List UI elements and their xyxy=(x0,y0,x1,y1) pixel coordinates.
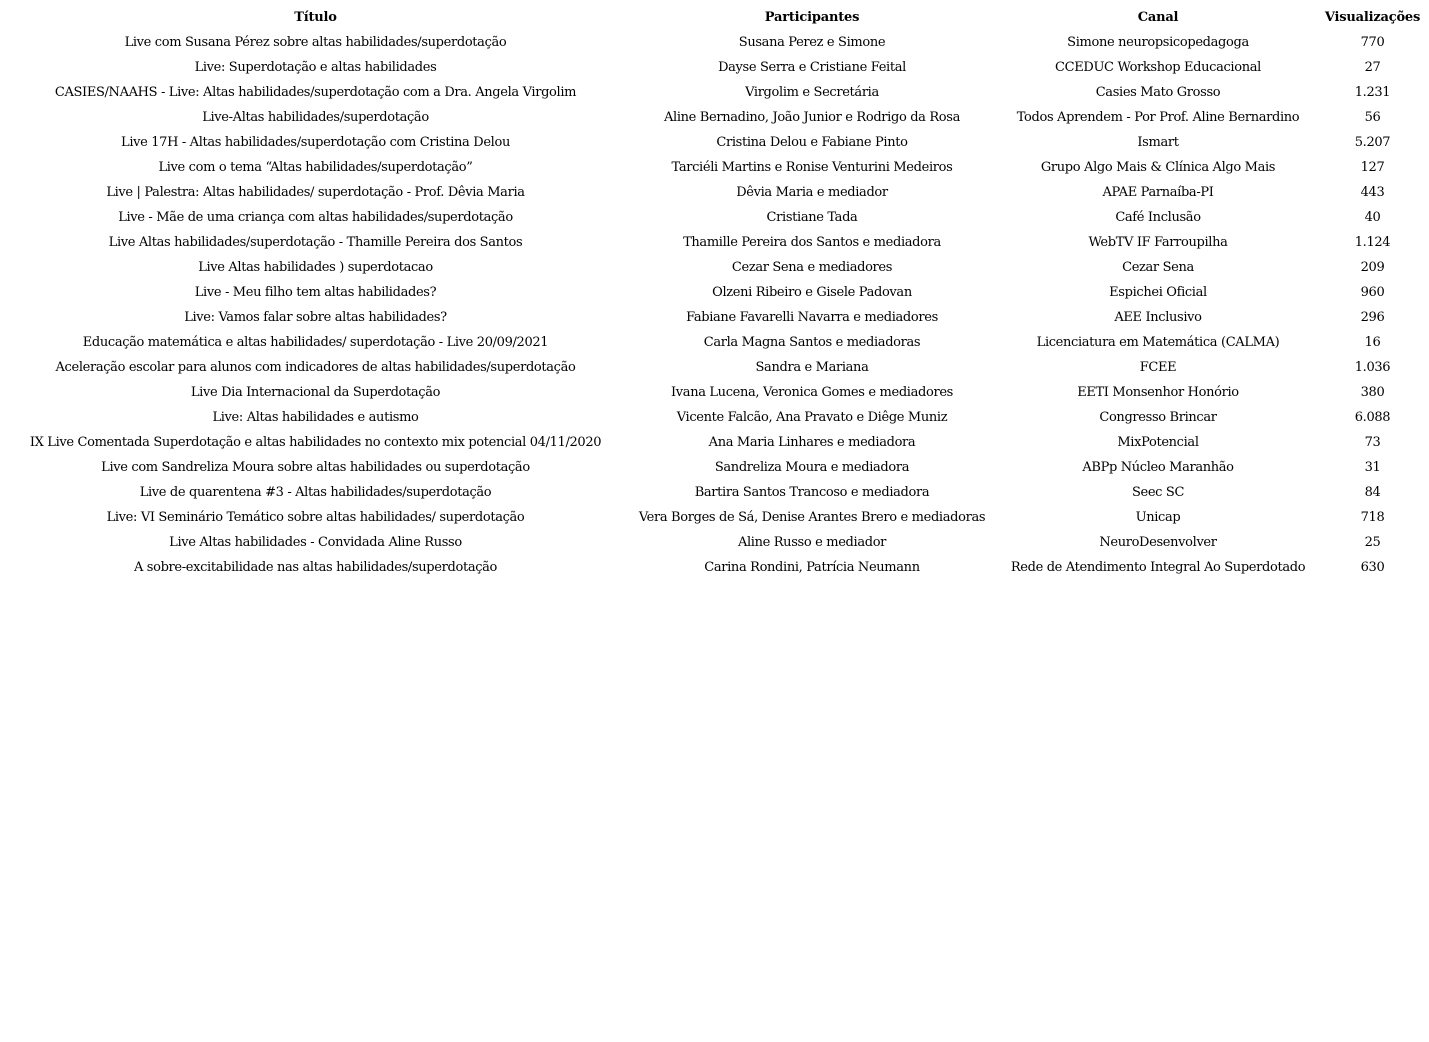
header-participants: Participantes xyxy=(764,10,860,25)
table-row xyxy=(4,405,1426,430)
cell-views: 380 xyxy=(1360,385,1385,400)
header-views: Visualizações xyxy=(1324,10,1421,25)
table-row xyxy=(4,105,1426,130)
cell-title: Live Dia Internacional da Superdotação xyxy=(190,385,441,400)
cell-channel: Casies Mato Grosso xyxy=(1095,85,1221,100)
cell-channel: Unicap xyxy=(1135,510,1181,525)
cell-title: Live - Mãe de uma criança com altas habilidades/superdotação xyxy=(118,210,513,225)
cell-views: 443 xyxy=(1360,185,1385,200)
cell-views: 718 xyxy=(1360,510,1385,525)
table-header-row xyxy=(4,5,1426,30)
table-row xyxy=(4,380,1426,405)
cell-title: Live com Susana Pérez sobre altas habilidades/superdotação xyxy=(124,35,507,50)
cell-participants: Fabiane Favarelli Navarra e mediadores xyxy=(686,310,938,325)
table-row xyxy=(4,205,1426,230)
cell-views: 27 xyxy=(1364,60,1381,75)
cell-title: Live: VI Seminário Temático sobre altas habilidades/ superdotação xyxy=(106,510,525,525)
cell-participants: Sandra e Mariana xyxy=(755,360,869,375)
cell-channel: Licenciatura em Matemática (CALMA) xyxy=(1036,335,1280,350)
cell-views: 6.088 xyxy=(1354,410,1391,425)
table-row xyxy=(4,505,1426,530)
cell-participants: Dêvia Maria e mediador xyxy=(736,185,888,200)
cell-channel: Grupo Algo Mais & Clínica Algo Mais xyxy=(1040,160,1276,175)
table-row xyxy=(4,155,1426,180)
cell-title: Live com o tema “Altas habilidades/superdotação” xyxy=(158,160,473,175)
cell-views: 16 xyxy=(1364,335,1381,350)
table-row xyxy=(4,180,1426,205)
cell-title: A sobre-excitabilidade nas altas habilidades/superdotação xyxy=(133,560,498,575)
cell-views: 40 xyxy=(1364,210,1381,225)
table-row xyxy=(4,330,1426,355)
cell-participants: Sandreliza Moura e mediadora xyxy=(714,460,910,475)
cell-views: 960 xyxy=(1360,285,1385,300)
table-row xyxy=(4,230,1426,255)
cell-views: 5.207 xyxy=(1354,135,1391,150)
cell-channel: Café Inclusão xyxy=(1115,210,1201,225)
cell-channel: Cezar Sena xyxy=(1122,260,1194,275)
cell-channel: Congresso Brincar xyxy=(1099,410,1217,425)
cell-channel: AEE Inclusivo xyxy=(1114,310,1202,325)
table-row xyxy=(4,430,1426,455)
cell-views: 127 xyxy=(1360,160,1385,175)
cell-channel: Espichei Oficial xyxy=(1109,285,1207,300)
cell-title: Live 17H - Altas habilidades/superdotação com Cristina Delou xyxy=(121,135,510,150)
cell-title: IX Live Comentada Superdotação e altas habilidades no contexto mix potencial 04/11/2020 xyxy=(29,435,602,450)
cell-participants: Carina Rondini, Patrícia Neumann xyxy=(704,560,920,575)
cell-views: 770 xyxy=(1360,35,1385,50)
table-row xyxy=(4,355,1426,380)
cell-channel: NeuroDesenvolver xyxy=(1099,535,1217,550)
table-row xyxy=(4,455,1426,480)
cell-participants: Tarciéli Martins e Ronise Venturini Medeiros xyxy=(671,160,953,175)
cell-participants: Ivana Lucena, Veronica Gomes e mediadores xyxy=(671,385,953,400)
cell-views: 1.036 xyxy=(1354,360,1391,375)
table-row xyxy=(4,305,1426,330)
cell-views: 209 xyxy=(1360,260,1385,275)
cell-channel: Rede de Atendimento Integral Ao Superdotado xyxy=(1010,560,1306,575)
table-row xyxy=(4,530,1426,555)
cell-participants: Aline Bernadino, João Junior e Rodrigo da Rosa xyxy=(663,110,961,125)
cell-channel: WebTV IF Farroupilha xyxy=(1088,235,1228,250)
cell-participants: Virgolim e Secretária xyxy=(745,85,879,100)
table-row xyxy=(4,130,1426,155)
cell-channel: CCEDUC Workshop Educacional xyxy=(1055,60,1261,75)
cell-title: Live: Vamos falar sobre altas habilidades? xyxy=(184,310,447,325)
cell-title: Aceleração escolar para alunos com indicadores de altas habilidades/superdotação xyxy=(55,360,576,375)
cell-views: 1.231 xyxy=(1354,85,1391,100)
table-row xyxy=(4,480,1426,505)
cell-title: Live de quarentena #3 - Altas habilidades/superdotação xyxy=(139,485,492,500)
table-body xyxy=(4,30,1426,580)
header-channel: Canal xyxy=(1137,10,1179,25)
cell-participants: Cristina Delou e Fabiane Pinto xyxy=(716,135,908,150)
cell-title: Live-Altas habilidades/superdotação xyxy=(202,110,429,125)
cell-title: Live com Sandreliza Moura sobre altas habilidades ou superdotação xyxy=(101,460,530,475)
cell-channel: Seec SC xyxy=(1131,485,1185,500)
cell-participants: Cezar Sena e mediadores xyxy=(731,260,893,275)
cell-views: 73 xyxy=(1364,435,1381,450)
cell-participants: Dayse Serra e Cristiane Feital xyxy=(718,60,906,75)
table-row xyxy=(4,255,1426,280)
cell-participants: Ana Maria Linhares e mediadora xyxy=(708,435,916,450)
cell-views: 25 xyxy=(1364,535,1381,550)
cell-channel: Ismart xyxy=(1137,135,1179,150)
header-title: Título xyxy=(294,10,337,25)
cell-title: Live - Meu filho tem altas habilidades? xyxy=(194,285,437,300)
live-videos-table xyxy=(4,5,1426,580)
cell-channel: Simone neuropsicopedagoga xyxy=(1067,35,1249,50)
cell-views: 296 xyxy=(1360,310,1385,325)
cell-participants: Vera Borges de Sá, Denise Arantes Brero e mediadoras xyxy=(638,510,986,525)
cell-views: 31 xyxy=(1364,460,1381,475)
table-row xyxy=(4,55,1426,80)
cell-participants: Olzeni Ribeiro e Gisele Padovan xyxy=(712,285,912,300)
cell-participants: Cristiane Tada xyxy=(766,210,858,225)
cell-channel: Todos Aprendem - Por Prof. Aline Bernardino xyxy=(1016,110,1300,125)
cell-title: Live: Superdotação e altas habilidades xyxy=(194,60,437,75)
cell-channel: FCEE xyxy=(1139,360,1177,375)
cell-channel: MixPotencial xyxy=(1117,435,1199,450)
cell-views: 56 xyxy=(1364,110,1381,125)
table-row xyxy=(4,280,1426,305)
table-row xyxy=(4,80,1426,105)
cell-views: 1.124 xyxy=(1354,235,1391,250)
cell-views: 630 xyxy=(1360,560,1385,575)
cell-title: Live Altas habilidades - Convidada Aline Russo xyxy=(169,535,462,550)
cell-participants: Aline Russo e mediador xyxy=(737,535,887,550)
cell-title: Live | Palestra: Altas habilidades/ superdotação - Prof. Dêvia Maria xyxy=(106,185,525,200)
cell-participants: Vicente Falcão, Ana Pravato e Diêge Muniz xyxy=(676,410,948,425)
cell-channel: APAE Parnaíba-PI xyxy=(1102,185,1214,200)
cell-participants: Thamille Pereira dos Santos e mediadora xyxy=(683,235,941,250)
cell-title: CASIES/NAAHS - Live: Altas habilidades/superdotação com a Dra. Angela Virgolim xyxy=(54,85,577,100)
cell-participants: Carla Magna Santos e mediadoras xyxy=(703,335,921,350)
cell-channel: ABPp Núcleo Maranhão xyxy=(1082,460,1234,475)
cell-participants: Susana Perez e Simone xyxy=(738,35,886,50)
cell-views: 84 xyxy=(1364,485,1381,500)
cell-channel: EETI Monsenhor Honório xyxy=(1077,385,1239,400)
cell-participants: Bartira Santos Trancoso e mediadora xyxy=(694,485,930,500)
cell-title: Live Altas habilidades/superdotação - Thamille Pereira dos Santos xyxy=(108,235,523,250)
cell-title: Live: Altas habilidades e autismo xyxy=(212,410,419,425)
table-row xyxy=(4,30,1426,55)
cell-title: Educação matemática e altas habilidades/ superdotação - Live 20/09/2021 xyxy=(82,335,549,350)
table-row xyxy=(4,555,1426,580)
cell-title: Live Altas habilidades ) superdotacao xyxy=(198,260,433,275)
